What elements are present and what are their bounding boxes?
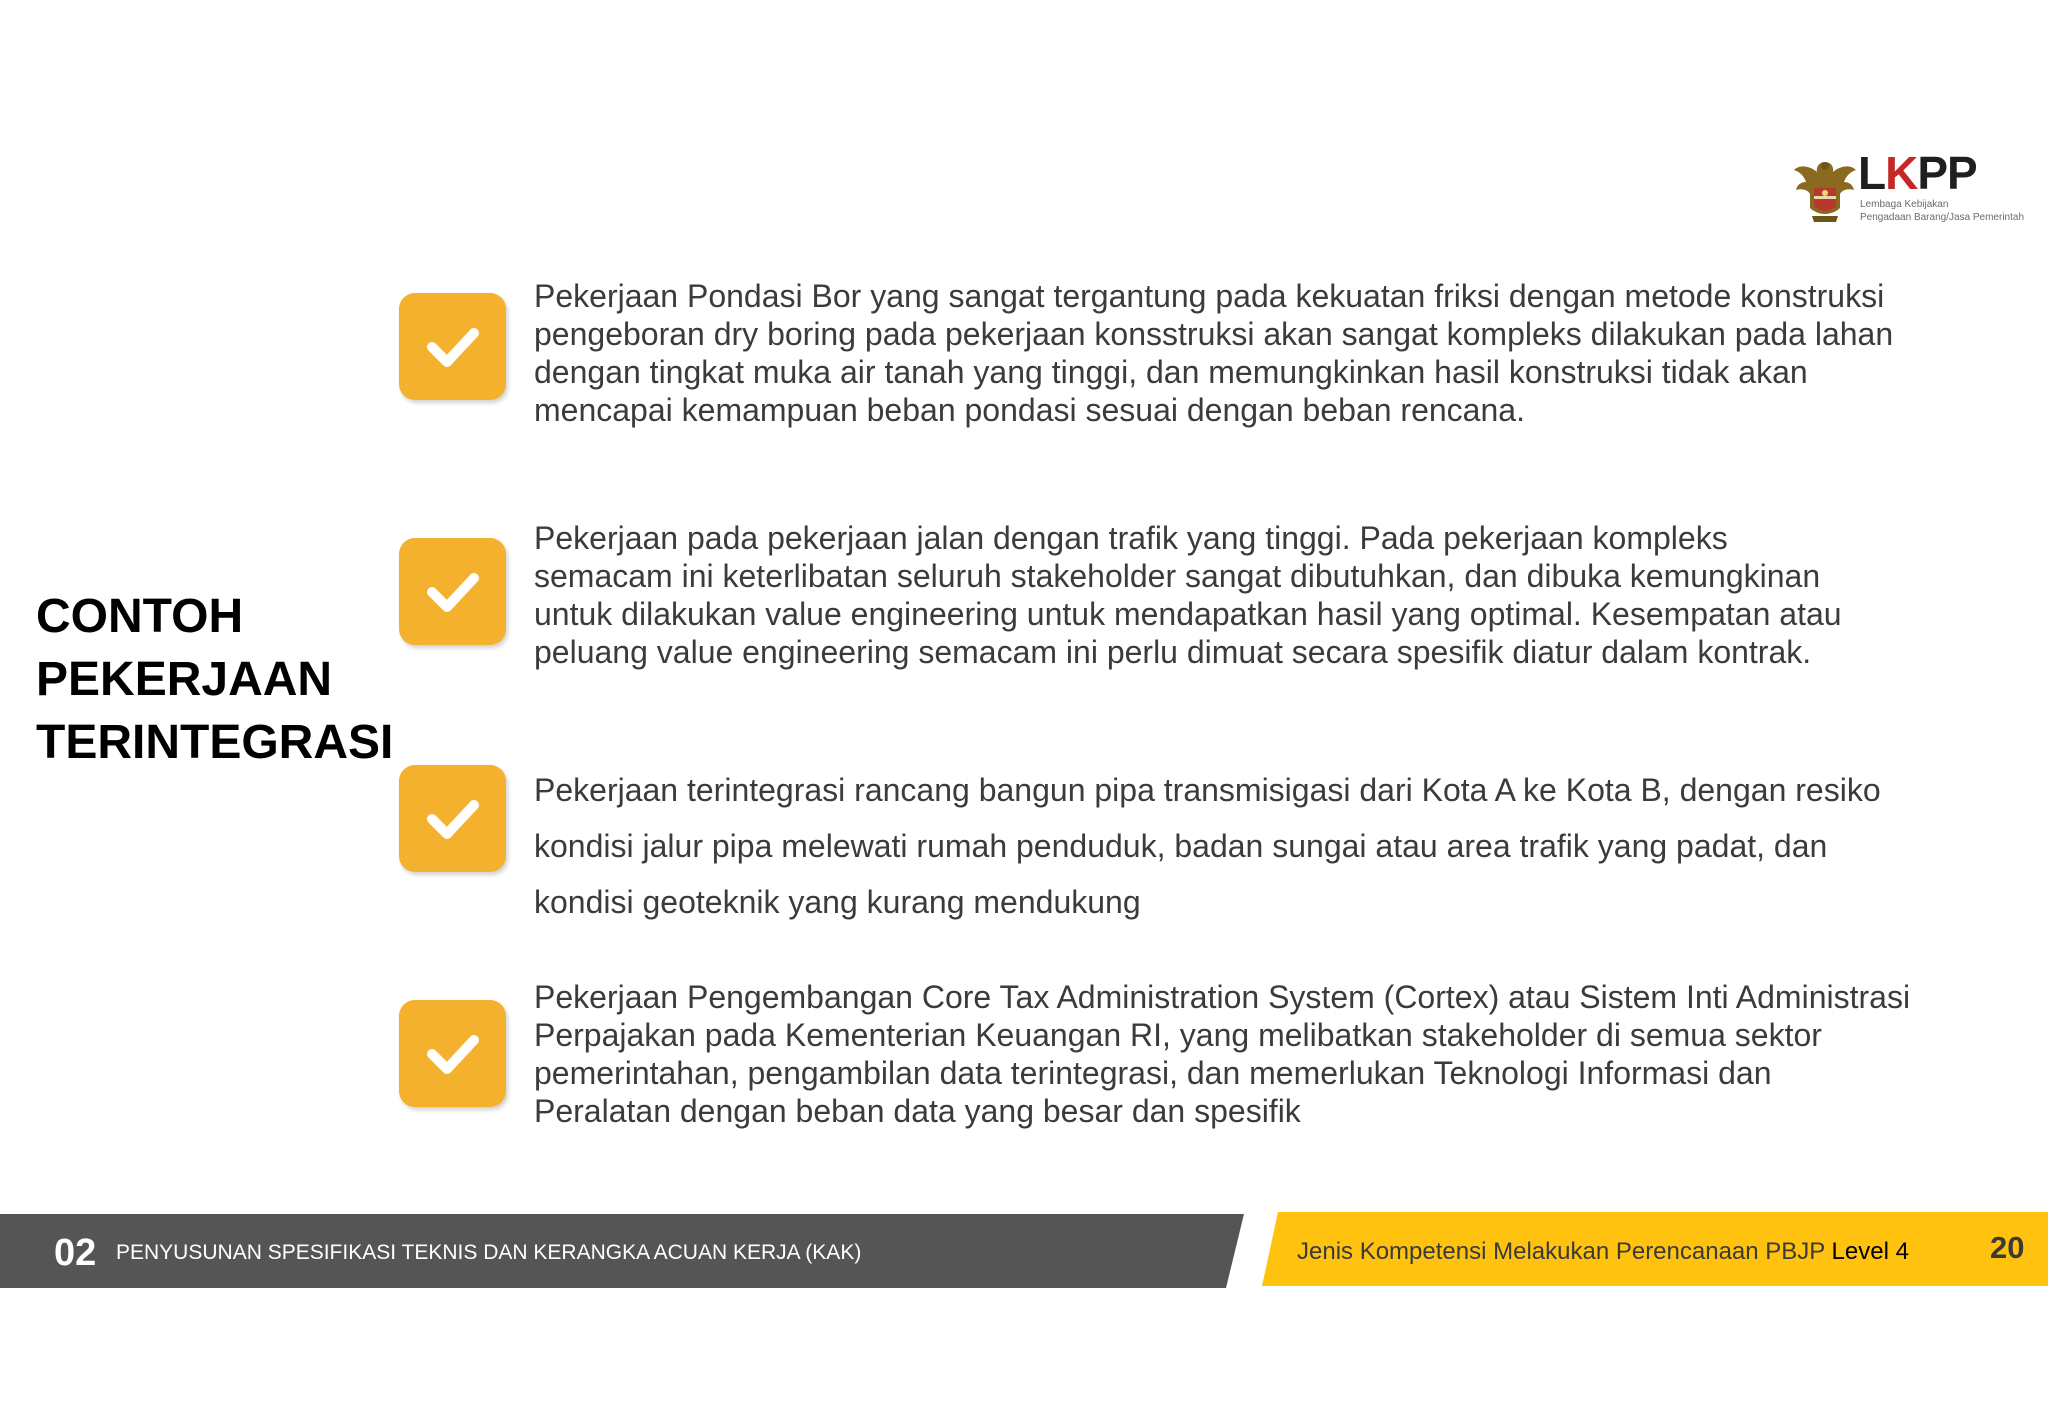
list-item — [534, 978, 2034, 1130]
list-item-line: kondisi jalur pipa melewati rumah penduduk, badan sungai atau area trafik yang padat, dan — [534, 828, 1828, 864]
competency-text: Jenis Kompetensi Melakukan Perencanaan PBJP — [1297, 1238, 1832, 1265]
list-item-line: untuk dilakukan value engineering untuk mendapatkan hasil yang optimal. Kesempatan atau — [534, 596, 1842, 632]
checkmark-badge — [399, 1000, 506, 1107]
checkmark-icon — [399, 538, 506, 645]
list-item-line: peluang value engineering semacam ini perlu dimuat secara spesifik diatur dalam kontrak. — [534, 634, 1812, 670]
list-item-line: kondisi geoteknik yang kurang mendukung — [534, 884, 1141, 920]
list-item — [534, 762, 2034, 930]
section-title-line: CONTOH — [36, 590, 244, 643]
competency-label — [1297, 1238, 1909, 1266]
section-title — [36, 585, 436, 774]
lkpp-logo — [1792, 147, 2042, 232]
list-item-line: Pekerjaan Pengembangan Core Tax Administration System (Cortex) atau Sistem Inti Administrasi — [534, 979, 1911, 1015]
list-item — [534, 519, 2034, 671]
list-item — [534, 277, 2034, 429]
list-item-line: Pekerjaan Pondasi Bor yang sangat tergantung pada kekuatan friksi dengan metode konstruksi — [534, 278, 1885, 314]
list-item-line: Pekerjaan pada pekerjaan jalan dengan trafik yang tinggi. Pada pekerjaan kompleks — [534, 520, 1728, 556]
list-item-line: pengeboran dry boring pada pekerjaan konsstruksi akan sangat kompleks dilakukan pada lahan — [534, 316, 1894, 352]
list-item-line: pemerintahan, pengambilan data terintegrasi, dan memerlukan Teknologi Informasi dan — [534, 1055, 1772, 1091]
checkmark-badge — [399, 293, 506, 400]
list-item-line: Peralatan dengan beban data yang besar dan spesifik — [534, 1093, 1301, 1129]
list-item-line: Perpajakan pada Kementerian Keuangan RI, yang melibatkan stakeholder di semua sektor — [534, 1017, 1822, 1053]
module-title: PENYUSUNAN SPESIFIKASI TEKNIS DAN KERANGKA ACUAN KERJA (KAK) — [116, 1241, 862, 1264]
checkmark-badge — [399, 538, 506, 645]
logo-subtitle-line-1: Lembaga Kebijakan — [1860, 199, 1949, 210]
competency-level: Level 4 — [1831, 1238, 1909, 1265]
list-item-line: semacam ini keterlibatan seluruh stakeholder sangat dibutuhkan, dan dibuka kemungkinan — [534, 558, 1821, 594]
section-title-line: PEKERJAAN — [36, 653, 333, 706]
page-number: 20 — [1990, 1230, 2025, 1265]
list-item-line: mencapai kemampuan beban pondasi sesuai dengan beban rencana. — [534, 392, 1525, 428]
list-item-line: Pekerjaan terintegrasi rancang bangun pipa transmisigasi dari Kota A ke Kota B, dengan resiko — [534, 772, 1881, 808]
logo-wordmark: LKPP — [1858, 147, 1977, 199]
checkmark-badge — [399, 765, 506, 872]
checkmark-icon — [399, 1000, 506, 1107]
list-item-line: dengan tingkat muka air tanah yang tinggi, dan memungkinkan hasil konstruksi tidak akan — [534, 354, 1808, 390]
garuda-emblem-icon — [1792, 152, 1858, 230]
module-number: 02 — [54, 1232, 97, 1274]
logo-subtitle-line-2: Pengadaan Barang/Jasa Pemerintah — [1860, 212, 2025, 223]
checkmark-icon — [399, 293, 506, 400]
section-title-line: TERINTEGRASI — [36, 716, 394, 769]
checkmark-icon — [399, 765, 506, 872]
